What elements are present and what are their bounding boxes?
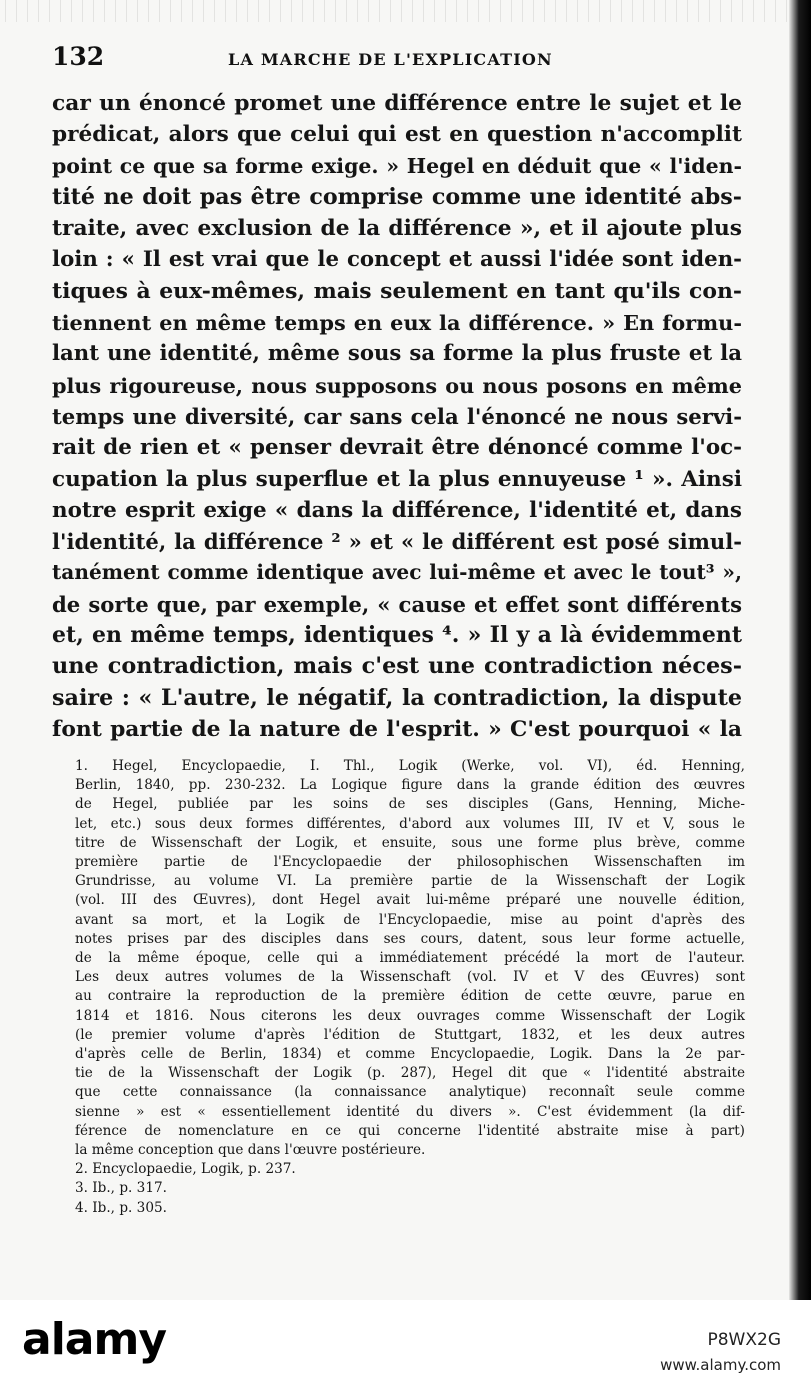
body-line: tiennent en même temps en eux la différence. » En formu- [52, 310, 742, 336]
footnote-line: Grundrisse, au volume VI. La première partie de la Wissenschaft der Logik [75, 873, 745, 890]
body-line: point ce que sa forme exige. » Hegel en déduit que « l'iden- [52, 153, 742, 178]
footnote-line: avant sa mort, et la Logik de l'Encyclopaedie, mise au point d'après des [75, 911, 745, 928]
footnotes [75, 757, 745, 1218]
footnote-3: 3. Ib., p. 317. [75, 1180, 167, 1197]
body-line: l'identité, la différence ² » et « le différent est posé simul- [52, 529, 742, 555]
image-id: P8WX2G [707, 1330, 781, 1350]
footnote-1 [75, 757, 745, 1160]
scan-binding-shadow [789, 0, 811, 1300]
scan-top-edge [0, 0, 811, 22]
footnote-line: sienne » est « essentiellement identité du divers ». C'est évidemment (la dif- [75, 1103, 745, 1120]
body-text [52, 88, 742, 745]
body-line: car un énoncé promet une différence entre le sujet et le [52, 91, 742, 116]
body-line: lant une identité, même sous sa forme la plus fruste et la [52, 341, 742, 367]
body-line: plus rigoureuse, nous supposons ou nous posons en même [52, 372, 742, 398]
body-line: traite, avec exclusion de la différence », et il ajoute plus [52, 216, 742, 242]
footnote-line: (vol. III des Œuvres), dont Hegel avait lui-même préparé une nouvelle édition, [75, 892, 745, 909]
footnote-2: 2. Encyclopaedie, Logik, p. 237. [75, 1161, 296, 1178]
body-line: de sorte que, par exemple, « cause et effet sont différents [52, 591, 742, 617]
footnote-line: la même conception que dans l'œuvre postérieure. [75, 1142, 426, 1159]
body-line: tité ne doit pas être comprise comme une identité abs- [52, 183, 742, 210]
footnote-line: tie de la Wissenschaft der Logik (p. 287), Hegel dit que « l'identité abstraite [75, 1065, 745, 1082]
body-line: une contradiction, mais c'est une contradiction néces- [52, 653, 742, 680]
footnote-line: Berlin, 1840, pp. 230-232. La Logique figure dans la grande édition des œuvres [75, 777, 745, 794]
footnote-line: Les deux autres volumes de la Wissenschaft (vol. IV et V des Œuvres) sont [75, 969, 745, 986]
body-line: cupation la plus superflue et la plus ennuyeuse ¹ ». Ainsi [52, 466, 742, 492]
body-line: tiques à eux-mêmes, mais seulement en tant qu'ils con- [52, 277, 742, 304]
footnote-line: 1. Hegel, Encyclopaedie, I. Thl., Logik (Werke, vol. VI), éd. Henning, [75, 758, 745, 774]
footnote-line: de Hegel, publiée par les soins de ses disciples (Gans, Henning, Miche- [75, 796, 745, 813]
body-line: prédicat, alors que celui qui est en question n'accomplit [52, 122, 742, 148]
page-number: 132 [52, 42, 105, 71]
footnote-line: férence de nomenclature en ce qui concerne l'identité abstraite mise à part) [75, 1122, 745, 1139]
footnote-line: de la même époque, celle qui a immédiatement précédé la mort de l'auteur. [75, 950, 745, 967]
body-line: et, en même temps, identiques ⁴. » Il y a là évidemment [52, 622, 742, 649]
body-line: rait de rien et « penser devrait être dénoncé comme l'oc- [52, 435, 742, 461]
footnote-line: d'après celle de Berlin, 1834) et comme Encyclopaedie, Logik. Dans la 2e par- [75, 1046, 745, 1063]
footnote-line: notes prises par des disciples dans ses cours, datent, sous leur forme actuelle, [75, 930, 745, 947]
footnote-4: 4. Ib., p. 305. [75, 1199, 167, 1216]
footnote-line: première partie de l'Encyclopaedie der philosophischen Wissenschaften im [75, 854, 745, 871]
footnote-line: 1814 et 1816. Nous citerons les deux ouvrages comme Wissenschaft der Logik [75, 1007, 745, 1024]
body-line: font partie de la nature de l'esprit. » C'est pourquoi « la [52, 716, 742, 742]
body-line: saire : « L'autre, le négatif, la contradiction, la dispute [52, 684, 742, 711]
body-line: tanément comme identique avec lui-même et avec le tout³ », [52, 560, 742, 585]
stock-watermark-bar [0, 1300, 811, 1390]
footnote-line: titre de Wissenschaft der Logik, et ensuite, sous une forme plus brève, comme [75, 834, 745, 851]
footnote-line: let, etc.) sous deux formes différentes, d'abord aux volumes III, IV et V, sous le [75, 815, 745, 832]
alamy-logo: alamy [22, 1314, 166, 1365]
body-line: temps une diversité, car sans cela l'énoncé ne nous servi- [52, 403, 742, 429]
footnote-line: que cette connaissance (la connaissance analytique) reconnaît seule comme [75, 1084, 745, 1101]
footnote-line: au contraire la reproduction de la première édition de cette œuvre, parue en [75, 988, 745, 1005]
brand-url: www.alamy.com [660, 1356, 781, 1374]
footnote-line: (le premier volume d'après l'édition de Stuttgart, 1832, et les deux autres [75, 1026, 745, 1043]
body-line: notre esprit exige « dans la différence, l'identité et, dans [52, 497, 742, 523]
running-head: LA MARCHE DE L'EXPLICATION [228, 50, 553, 69]
body-line: loin : « Il est vrai que le concept et aussi l'idée sont iden- [52, 247, 742, 273]
page-header [52, 42, 752, 82]
